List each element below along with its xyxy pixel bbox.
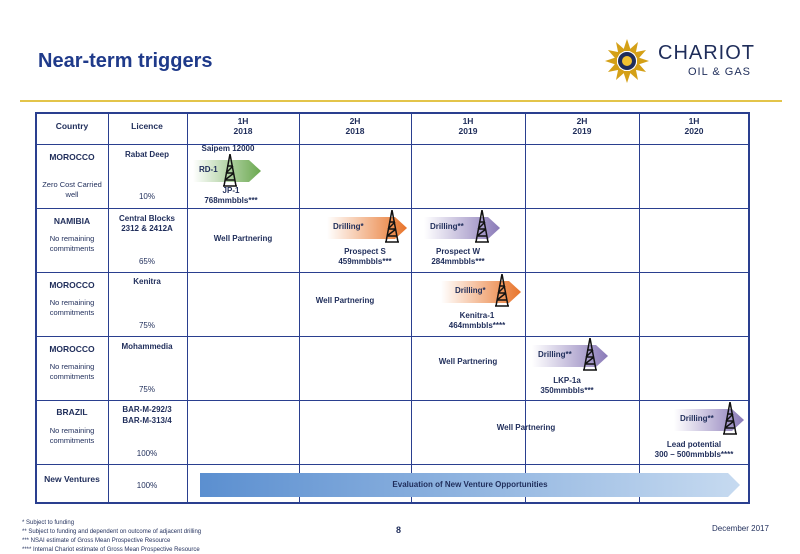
row3-arrow-label: Drilling* [455, 286, 486, 295]
row1-country: MOROCCO [49, 152, 95, 162]
header-country: Country [55, 121, 89, 131]
row2-well-s: Prospect S [344, 247, 386, 256]
row5-licence-line2: BAR-M-313/4 [122, 416, 172, 425]
row3-interest: 75% [138, 321, 155, 330]
footnote-3: *** NSAI estimate of Gross Mean Prospective Resource [22, 538, 171, 544]
row2-country-note: No remaining commitments [49, 234, 95, 253]
row4-volume: 350mmbbls*** [540, 386, 594, 395]
row2-country: NAMIBIA [53, 216, 91, 226]
row-divider [37, 400, 748, 401]
company-logo [602, 36, 782, 88]
drilling-rig-icon [384, 210, 400, 244]
sun-logo-icon [602, 36, 652, 86]
row4-country-note: No remaining commitments [49, 362, 95, 381]
row2-partnering: Well Partnering [213, 234, 273, 243]
row6-interest: 100% [136, 481, 158, 490]
row6-country: New Ventures [44, 474, 100, 484]
row1-well: JP-1 [222, 186, 240, 195]
row5-volume: 300 – 500mmbbls**** [654, 450, 734, 459]
row3-partnering: Well Partnering [315, 296, 375, 305]
drilling-rig-icon [722, 402, 738, 436]
row4-country: MOROCCO [49, 344, 95, 354]
drilling-rig-icon [582, 338, 598, 372]
row1-country-note: Zero Cost Carried well [42, 180, 102, 199]
row2-arrow-label-s: Drilling* [333, 222, 364, 231]
row5-licence: BAR-M-292/3 [122, 405, 172, 414]
evaluation-label: Evaluation of New Venture Opportunities [392, 480, 548, 489]
row4-well: LKP-1a [553, 376, 581, 385]
row2-licence-line2: 2312 & 2412A [121, 224, 173, 233]
row4-arrow-label: Drilling** [538, 350, 572, 359]
row5-arrow-label: Drilling** [680, 414, 714, 423]
row5-country-note: No remaining commitments [49, 426, 95, 445]
row1-interest: 10% [138, 192, 155, 201]
header-period-2: 2H 2018 [345, 116, 365, 136]
footnote-1: * Subject to funding [22, 520, 75, 526]
row2-licence: Central Blocks [118, 214, 176, 223]
row2-volume-s: 459mmbbls*** [338, 257, 392, 266]
row1-volume: 768mmbbls*** [204, 196, 258, 205]
row5-country: BRAZIL [56, 407, 88, 417]
row-divider [37, 144, 748, 145]
row2-interest: 65% [138, 257, 155, 266]
row3-well: Kenitra-1 [459, 311, 495, 320]
row4-interest: 75% [138, 385, 155, 394]
col-divider [187, 114, 188, 502]
row-divider [37, 464, 748, 465]
logo-subtitle: OIL & GAS [688, 66, 752, 78]
col-divider [411, 114, 412, 502]
slide-date: December 2017 [712, 524, 769, 533]
evaluation-arrow [200, 473, 740, 497]
row-divider [37, 272, 748, 273]
col-divider [108, 114, 109, 502]
row3-country: MOROCCO [49, 280, 95, 290]
drilling-rig-icon [222, 154, 238, 188]
row1-arrow-label: RD-1 [199, 165, 218, 174]
row1-rig-name: Saipem 12000 [201, 144, 255, 153]
row-divider [37, 336, 748, 337]
row2-arrow-label-w: Drilling** [430, 222, 464, 231]
row5-interest: 100% [136, 449, 158, 458]
logo-name: CHARIOT [658, 42, 755, 64]
row2-well-w: Prospect W [435, 247, 480, 256]
row-divider [37, 208, 748, 209]
drilling-rig-icon [474, 210, 490, 244]
row3-volume: 464mmbbls**** [448, 321, 506, 330]
title-divider [20, 100, 782, 102]
page-title: Near-term triggers [38, 50, 213, 72]
row4-partnering: Well Partnering [438, 357, 498, 366]
row1-licence: Rabat Deep [124, 150, 169, 159]
col-divider [299, 114, 300, 502]
footnote-2: ** Subject to funding and dependent on outcome of adjacent drilling [22, 529, 202, 535]
footnote-4: **** Internal Chariot estimate of Gross Mean Prospective Resource [22, 547, 200, 553]
row3-licence: Kenitra [133, 277, 161, 286]
header-period-4: 2H 2019 [572, 116, 592, 136]
row5-partnering: Well Partnering [496, 423, 556, 432]
header-period-5: 1H 2020 [684, 116, 704, 136]
col-divider [525, 114, 526, 502]
row5-well: Lead potential [666, 440, 722, 449]
page-number: 8 [396, 525, 402, 535]
row4-licence: Mohammedia [121, 342, 173, 351]
header-period-3: 1H 2019 [458, 116, 478, 136]
row3-country-note: No remaining commitments [49, 298, 95, 317]
drilling-rig-icon [494, 274, 510, 308]
header-period-1: 1H 2018 [233, 116, 253, 136]
header-licence: Licence [131, 121, 163, 131]
row2-volume-w: 284mmbbls*** [431, 257, 485, 266]
